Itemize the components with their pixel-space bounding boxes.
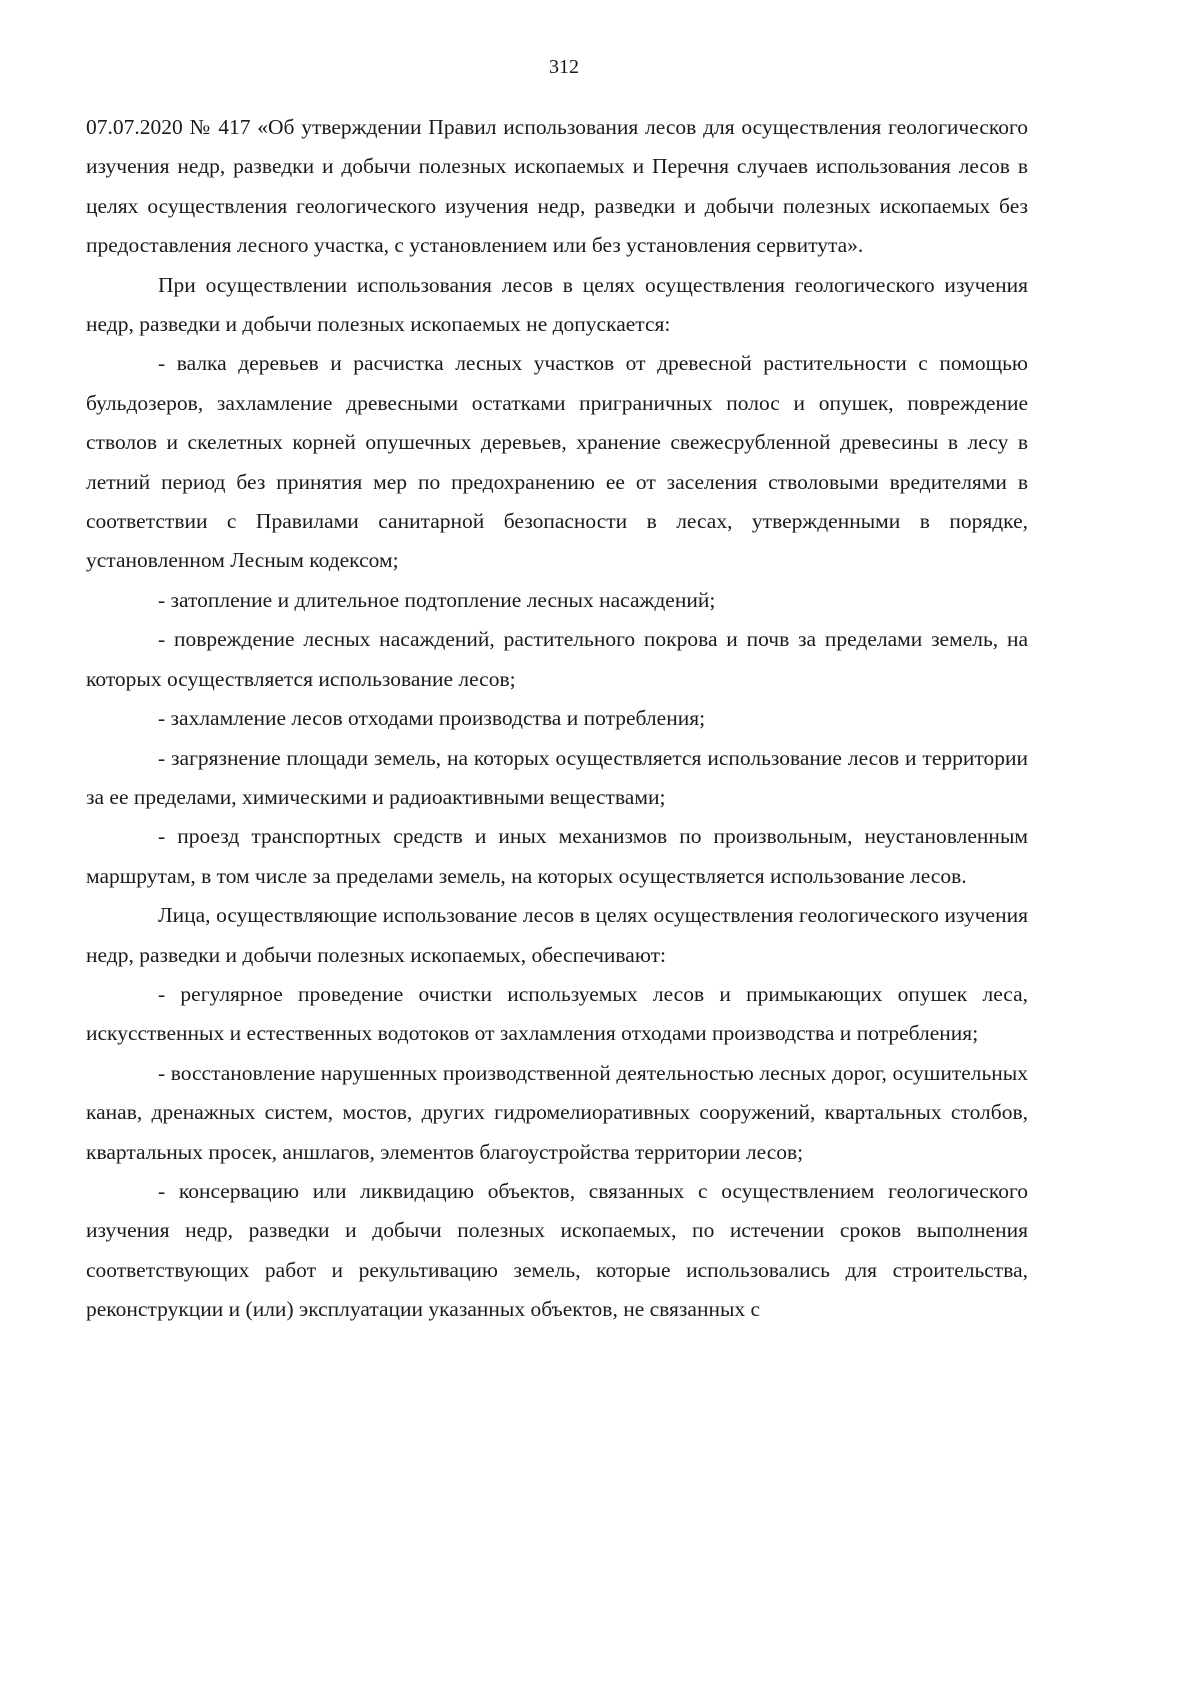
list-item-restoration: - восстановление нарушенных производственной деятельностью лесных дорог, осушительных канав, дренажных систем, мостов, других гидромелиоративных сооружений, квартальных столбов, квартальных просек, аншлагов, элементов благоустройства территории лесов; [86,1060,1028,1164]
list-item-cleaning: - регулярное проведение очистки используемых лесов и примыкающих опушек леса, искусственных и естественных водотоков от захламления отходами производства и потребления; [86,981,1028,1046]
document-body [86,108,1028,1330]
list-item-vehicle-passage: - проезд транспортных средств и иных механизмов по произвольным, неустановленным маршрутам, в том числе за пределами земель, на которых осуществляется использование лесов. [86,824,1028,888]
list-item-conservation: - консервацию или ликвидацию объектов, связанных с осуществлением геологического изучения недр, разведки и добычи полезных ископаемых, по истечении сроков выполнения соответствующих работ и рекультивацию земель, которые использовались для строительства, реконструкции и (или) эксплуатации указанных объектов, не связанных с [86,1178,1028,1322]
paragraph-prohibitions-intro: При осуществлении использования лесов в целях осуществления геологического изучения недр, разведки и добычи полезных ископаемых не допускается: [86,272,1028,337]
page-number: 312 [549,56,579,78]
list-item-littering: - захламление лесов отходами производства и потребления; [158,706,706,731]
list-item-tree-felling: - валка деревьев и расчистка лесных участков от древесной растительности с помощью бульдозеров, захламление древесными остатками приграничных полос и опушек, повреждение стволов и скелетных корней опушечных деревьев, хранение свежесрубленной древесины в лесу в летний период без принятия мер по предохранению ее от заселения стволовыми вредителями в соответствии с Правилами санитарной безопасности в лесах, утвержденными в порядке, установленном Лесным кодексом; [86,351,1028,573]
paragraph-decree-reference: 07.07.2020 № 417 «Об утверждении Правил использования лесов для осуществления геологического изучения недр, разведки и добычи полезных ископаемых и Перечня случаев использования лесов в целях осуществления геологического изучения недр, разведки и добычи полезных ископаемых без предоставления лесного участка, с установлением или без установления сервитута». [86,115,1028,258]
list-item-damage: - повреждение лесных насаждений, растительного покрова и почв за пределами земель, на которых осуществляется использование лесов; [86,627,1028,691]
list-item-flooding: - затопление и длительное подтопление лесных насаждений; [158,587,716,612]
paragraph-obligations-intro: Лица, осуществляющие использование лесов в целях осуществления геологического изучения недр, разведки и добычи полезных ископаемых, обеспечивают: [86,903,1028,967]
list-item-pollution: - загрязнение площади земель, на которых осуществляется использование лесов и территории за ее пределами, химическими и радиоактивными веществами; [86,745,1028,809]
